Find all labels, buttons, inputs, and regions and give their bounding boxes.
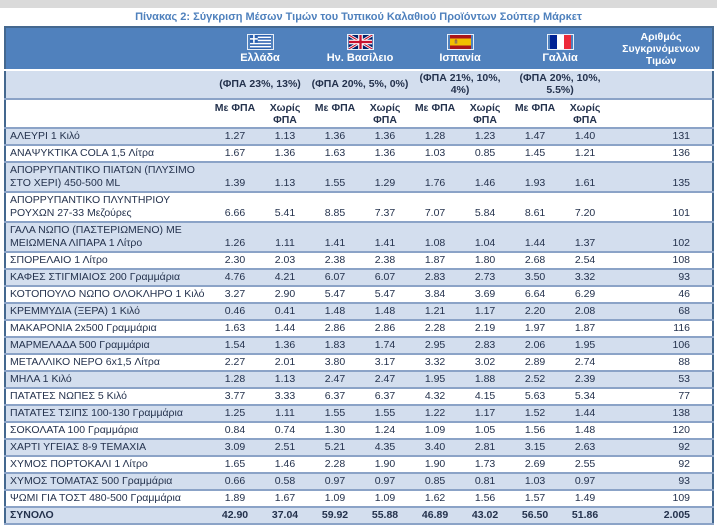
price-cell: 2.95: [410, 337, 460, 354]
price-cell: 1.83: [310, 337, 360, 354]
price-cell: 1.63: [210, 320, 260, 337]
count-header-label: Αριθμός Συγκρινόμενων Τιμών: [622, 31, 700, 67]
count-cell: 68: [610, 303, 713, 320]
price-cell: 1.48: [310, 303, 360, 320]
count-cell: 108: [610, 252, 713, 269]
vat-rates-row: [5, 70, 713, 99]
price-cell: 2.86: [310, 320, 360, 337]
price-cell: 0.74: [260, 422, 310, 439]
price-cell: 1.95: [560, 337, 610, 354]
price-cell: 4.32: [410, 388, 460, 405]
price-cell: 1.48: [360, 303, 410, 320]
table-row: [5, 354, 713, 371]
country-header-row: [5, 27, 713, 70]
country-header-uk: [310, 27, 410, 70]
price-cell: 1.80: [460, 252, 510, 269]
product-cell: ΜΑΚΑΡΟΝΙΑ 2x500 Γραμμάρια: [5, 320, 210, 337]
price-cell: 1.22: [410, 405, 460, 422]
price-cell: 0.85: [460, 145, 510, 162]
price-cell: 2.86: [360, 320, 410, 337]
price-cell: 0.97: [360, 473, 410, 490]
price-cell: 0.97: [560, 473, 610, 490]
price-cell: 1.40: [560, 128, 610, 145]
price-cell: 1.93: [510, 162, 560, 192]
with-vat-header: Με ΦΠΑ: [210, 99, 260, 128]
price-cell: 3.27: [210, 286, 260, 303]
price-cell: 2.19: [460, 320, 510, 337]
price-cell: 1.49: [560, 490, 610, 507]
product-cell: ΧΥΜΟΣ ΠΟΡΤΟΚΑΛΙ 1 Λίτρο: [5, 456, 210, 473]
price-cell: 0.66: [210, 473, 260, 490]
table-row: [5, 490, 713, 507]
table-row: [5, 405, 713, 422]
price-cell: 1.36: [260, 145, 310, 162]
count-cell: 92: [610, 456, 713, 473]
price-cell: 4.21: [260, 269, 310, 286]
table-row: [5, 371, 713, 388]
without-vat-header: Χωρίς ΦΠΑ: [460, 99, 510, 128]
table-row: [5, 145, 713, 162]
price-cell: 1.36: [360, 145, 410, 162]
price-cell: 6.64: [510, 286, 560, 303]
top-gray-strip: [0, 0, 717, 8]
price-cell: 37.04: [260, 507, 310, 524]
count-cell: 93: [610, 473, 713, 490]
price-cell: 1.24: [360, 422, 410, 439]
count-cell: 46: [610, 286, 713, 303]
price-cell: 2.06: [510, 337, 560, 354]
table-row: [5, 303, 713, 320]
vat-label-uk: (ΦΠΑ 20%, 5%, 0%): [310, 70, 410, 99]
price-cell: 1.74: [360, 337, 410, 354]
price-cell: 1.95: [410, 371, 460, 388]
price-cell: 1.45: [510, 145, 560, 162]
product-cell: ΨΩΜΙ ΓΙΑ ΤΟΣΤ 480-500 Γραμμάρια: [5, 490, 210, 507]
table-row: [5, 456, 713, 473]
with-vat-header: Με ΦΠΑ: [510, 99, 560, 128]
greece-flag-icon: [247, 34, 274, 50]
price-cell: 7.07: [410, 192, 460, 222]
price-cell: 1.41: [360, 222, 410, 252]
vat-label-spain: (ΦΠΑ 21%, 10%, 4%): [410, 70, 510, 99]
table-row: [5, 162, 713, 192]
with-without-vat-row: [5, 99, 713, 128]
price-cell: 1.67: [210, 145, 260, 162]
price-cell: 1.90: [360, 456, 410, 473]
product-cell: ΧΥΜΟΣ ΤΟΜΑΤΑΣ 500 Γραμμάρια: [5, 473, 210, 490]
product-cell: ΚΡΕΜΜΥΔΙΑ (ΞΕΡΑ) 1 Κιλό: [5, 303, 210, 320]
table-row: [5, 473, 713, 490]
price-cell: 1.54: [210, 337, 260, 354]
price-cell: 3.69: [460, 286, 510, 303]
product-cell: ΜΑΡΜΕΛΑΔΑ 500 Γραμμάρια: [5, 337, 210, 354]
product-cell: ΑΠΟΡΡΥΠΑΝΤΙΚΟ ΠΙΑΤΩΝ (ΠΛΥΣΙΜΟ ΣΤΟ ΧΕΡΙ) 450-500 ML: [5, 162, 210, 192]
price-cell: 1.44: [510, 222, 560, 252]
product-cell: ΣΟΚΟΛΑΤΑ 100 Γραμμάρια: [5, 422, 210, 439]
price-cell: 2.83: [410, 269, 460, 286]
price-cell: 3.02: [460, 354, 510, 371]
france-flag-icon: [547, 34, 574, 50]
price-cell: 1.21: [560, 145, 610, 162]
count-cell: 2.005: [610, 507, 713, 524]
count-cell: 135: [610, 162, 713, 192]
price-cell: 1.03: [510, 473, 560, 490]
price-cell: 1.65: [210, 456, 260, 473]
price-cell: 2.20: [510, 303, 560, 320]
vat-empty-cell: [610, 70, 713, 99]
price-comparison-table: [4, 26, 714, 525]
price-cell: 1.26: [210, 222, 260, 252]
price-cell: 2.68: [510, 252, 560, 269]
table-body: [5, 128, 713, 524]
price-cell: 8.85: [310, 192, 360, 222]
price-cell: 1.28: [210, 371, 260, 388]
price-cell: 1.29: [360, 162, 410, 192]
price-cell: 1.90: [410, 456, 460, 473]
table-row: [5, 337, 713, 354]
price-cell: 56.50: [510, 507, 560, 524]
price-cell: 2.74: [560, 354, 610, 371]
price-cell: 1.37: [560, 222, 610, 252]
price-cell: 6.07: [310, 269, 360, 286]
price-cell: 1.56: [510, 422, 560, 439]
price-cell: 1.67: [260, 490, 310, 507]
table-row: [5, 320, 713, 337]
price-cell: 2.63: [560, 439, 610, 456]
table-row: [5, 422, 713, 439]
price-cell: 2.51: [260, 439, 310, 456]
price-cell: 2.90: [260, 286, 310, 303]
price-cell: 1.17: [460, 303, 510, 320]
country-name: Γαλλία: [542, 52, 578, 64]
country-header-france: [510, 27, 610, 70]
product-cell: ΜΗΛΑ 1 Κιλό: [5, 371, 210, 388]
price-cell: 1.44: [260, 320, 310, 337]
price-cell: 1.61: [560, 162, 610, 192]
price-cell: 2.38: [360, 252, 410, 269]
product-cell: ΑΛΕΥΡΙ 1 Κιλό: [5, 128, 210, 145]
price-cell: 1.76: [410, 162, 460, 192]
country-name: Ην. Βασίλειο: [326, 52, 394, 64]
price-cell: 46.89: [410, 507, 460, 524]
count-header-cell: [610, 27, 713, 70]
price-cell: 3.15: [510, 439, 560, 456]
price-cell: 2.27: [210, 354, 260, 371]
count-cell: 102: [610, 222, 713, 252]
price-cell: 1.05: [460, 422, 510, 439]
price-cell: 42.90: [210, 507, 260, 524]
country-name: Ισπανία: [439, 52, 481, 64]
table-title: Πίνακας 2: Σύγκριση Μέσων Τιμών του Τυπικού Καλαθιού Προϊόντων Σούπερ Μάρκετ: [135, 11, 582, 23]
table-row: [5, 439, 713, 456]
price-cell: 1.09: [360, 490, 410, 507]
price-cell: 1.27: [210, 128, 260, 145]
price-cell: 1.25: [210, 405, 260, 422]
product-cell: ΜΕΤΑΛΛΙΚΟ ΝΕΡΟ 6x1,5 Λίτρα: [5, 354, 210, 371]
price-cell: 0.46: [210, 303, 260, 320]
price-cell: 1.36: [260, 337, 310, 354]
table-row: [5, 252, 713, 269]
price-cell: 2.47: [310, 371, 360, 388]
price-cell: 2.08: [560, 303, 610, 320]
price-cell: 1.63: [310, 145, 360, 162]
count-cell: 136: [610, 145, 713, 162]
subheader-empty-cell: [610, 99, 713, 128]
price-cell: 1.09: [310, 490, 360, 507]
price-cell: 2.73: [460, 269, 510, 286]
price-cell: 5.84: [460, 192, 510, 222]
price-cell: 1.87: [410, 252, 460, 269]
price-cell: 1.87: [560, 320, 610, 337]
with-vat-header: Με ΦΠΑ: [410, 99, 460, 128]
product-cell: ΚΑΦΕΣ ΣΤΙΓΜΙΑΙΟΣ 200 Γραμμάρια: [5, 269, 210, 286]
price-cell: 2.69: [510, 456, 560, 473]
price-cell: 1.09: [410, 422, 460, 439]
count-cell: 93: [610, 269, 713, 286]
price-cell: 1.39: [210, 162, 260, 192]
without-vat-header: Χωρίς ΦΠΑ: [560, 99, 610, 128]
price-cell: 5.41: [260, 192, 310, 222]
price-cell: 1.17: [460, 405, 510, 422]
price-cell: 2.52: [510, 371, 560, 388]
table-row: [5, 269, 713, 286]
price-cell: 1.56: [460, 490, 510, 507]
count-cell: 53: [610, 371, 713, 388]
product-cell: ΑΠΟΡΡΥΠΑΝΤΙΚΟ ΠΛΥΝΤΗΡΙΟΥ ΡΟΥΧΩΝ 27-33 Μεζούρες: [5, 192, 210, 222]
product-cell: ΣΥΝΟΛΟ: [5, 507, 210, 524]
price-cell: 3.32: [560, 269, 610, 286]
price-cell: 0.97: [310, 473, 360, 490]
price-cell: 1.23: [460, 128, 510, 145]
subheader-empty-cell: [5, 99, 210, 128]
price-cell: 0.81: [460, 473, 510, 490]
price-cell: 3.32: [410, 354, 460, 371]
price-cell: 1.28: [410, 128, 460, 145]
price-cell: 2.28: [410, 320, 460, 337]
price-cell: 1.89: [210, 490, 260, 507]
product-cell: ΠΑΤΑΤΕΣ ΝΩΠΕΣ 5 Κιλό: [5, 388, 210, 405]
price-cell: 51.86: [560, 507, 610, 524]
price-cell: 1.36: [310, 128, 360, 145]
price-cell: 1.97: [510, 320, 560, 337]
price-cell: 1.13: [260, 128, 310, 145]
price-cell: 55.88: [360, 507, 410, 524]
count-cell: 109: [610, 490, 713, 507]
price-cell: 6.37: [360, 388, 410, 405]
price-cell: 0.41: [260, 303, 310, 320]
product-cell: ΚΟΤΟΠΟΥΛΟ ΝΩΠΟ ΟΛΟΚΛΗΡΟ 1 Κιλό: [5, 286, 210, 303]
price-cell: 1.88: [460, 371, 510, 388]
count-cell: 116: [610, 320, 713, 337]
price-cell: 2.03: [260, 252, 310, 269]
price-cell: 4.76: [210, 269, 260, 286]
price-cell: 4.15: [460, 388, 510, 405]
vat-label-france: (ΦΠΑ 20%, 10%, 5.5%): [510, 70, 610, 99]
country-header-spain: [410, 27, 510, 70]
product-cell: ΑΝΑΨΥΚΤΙΚΑ COLA 1,5 Λίτρα: [5, 145, 210, 162]
price-cell: 5.47: [310, 286, 360, 303]
price-cell: 2.30: [210, 252, 260, 269]
country-name: Ελλάδα: [240, 52, 280, 64]
price-cell: 3.80: [310, 354, 360, 371]
price-cell: 7.37: [360, 192, 410, 222]
price-cell: 1.36: [360, 128, 410, 145]
product-cell: ΓΑΛΑ ΝΩΠΟ (ΠΑΣΤΕΡΙΩΜΕΝΟ) ΜΕ ΜΕΙΩΜΕΝΑ ΛΙΠΑΡΑ 1 Λίτρο: [5, 222, 210, 252]
price-cell: 6.66: [210, 192, 260, 222]
price-cell: 1.11: [260, 222, 310, 252]
price-cell: 2.54: [560, 252, 610, 269]
price-cell: 1.55: [310, 405, 360, 422]
price-cell: 1.73: [460, 456, 510, 473]
price-cell: 6.37: [310, 388, 360, 405]
price-cell: 5.21: [310, 439, 360, 456]
country-header-greece: [210, 27, 310, 70]
price-cell: 3.50: [510, 269, 560, 286]
price-cell: 6.07: [360, 269, 410, 286]
price-cell: 1.46: [460, 162, 510, 192]
price-cell: 2.81: [460, 439, 510, 456]
count-cell: 77: [610, 388, 713, 405]
price-cell: 2.01: [260, 354, 310, 371]
product-cell: ΠΑΤΑΤΕΣ ΤΣΙΠΣ 100-130 Γραμμάρια: [5, 405, 210, 422]
price-cell: 5.34: [560, 388, 610, 405]
vat-label-greece: (ΦΠΑ 23%, 13%): [210, 70, 310, 99]
price-cell: 2.39: [560, 371, 610, 388]
price-cell: 1.03: [410, 145, 460, 162]
table-row: [5, 128, 713, 145]
count-cell: 92: [610, 439, 713, 456]
price-cell: 2.55: [560, 456, 610, 473]
table-row: [5, 192, 713, 222]
price-cell: 2.89: [510, 354, 560, 371]
product-cell: ΧΑΡΤΙ ΥΓΕΙΑΣ 8-9 ΤΕΜΑΧΙΑ: [5, 439, 210, 456]
product-cell: ΣΠΟΡΕΛΑΙΟ 1 Λίτρο: [5, 252, 210, 269]
table-row: [5, 222, 713, 252]
price-cell: 1.55: [310, 162, 360, 192]
price-cell: 1.52: [510, 405, 560, 422]
price-cell: 2.28: [310, 456, 360, 473]
price-cell: 1.55: [360, 405, 410, 422]
price-cell: 1.11: [260, 405, 310, 422]
without-vat-header: Χωρίς ΦΠΑ: [260, 99, 310, 128]
price-cell: 43.02: [460, 507, 510, 524]
price-cell: 2.47: [360, 371, 410, 388]
price-cell: 2.38: [310, 252, 360, 269]
price-cell: 1.62: [410, 490, 460, 507]
price-cell: 1.46: [260, 456, 310, 473]
count-cell: 138: [610, 405, 713, 422]
price-cell: 8.61: [510, 192, 560, 222]
price-cell: 1.21: [410, 303, 460, 320]
price-cell: 1.48: [560, 422, 610, 439]
vat-empty-cell: [5, 70, 210, 99]
product-header-cell: [5, 27, 210, 70]
table-row: [5, 286, 713, 303]
price-cell: 5.63: [510, 388, 560, 405]
price-cell: 1.08: [410, 222, 460, 252]
price-cell: 1.04: [460, 222, 510, 252]
price-cell: 1.13: [260, 162, 310, 192]
price-cell: 1.44: [560, 405, 610, 422]
price-cell: 0.58: [260, 473, 310, 490]
with-vat-header: Με ΦΠΑ: [310, 99, 360, 128]
price-cell: 1.47: [510, 128, 560, 145]
price-cell: 3.09: [210, 439, 260, 456]
price-cell: 0.84: [210, 422, 260, 439]
price-cell: 6.29: [560, 286, 610, 303]
price-cell: 1.30: [310, 422, 360, 439]
table-row: [5, 507, 713, 524]
count-cell: 101: [610, 192, 713, 222]
count-cell: 106: [610, 337, 713, 354]
spain-flag-icon: [447, 34, 474, 50]
price-cell: 3.17: [360, 354, 410, 371]
price-cell: 59.92: [310, 507, 360, 524]
price-cell: 4.35: [360, 439, 410, 456]
price-cell: 5.47: [360, 286, 410, 303]
price-cell: 7.20: [560, 192, 610, 222]
uk-flag-icon: [347, 34, 374, 50]
price-cell: 3.77: [210, 388, 260, 405]
count-cell: 120: [610, 422, 713, 439]
count-cell: 88: [610, 354, 713, 371]
price-cell: 3.33: [260, 388, 310, 405]
price-cell: 0.85: [410, 473, 460, 490]
count-cell: 131: [610, 128, 713, 145]
price-cell: 1.41: [310, 222, 360, 252]
price-cell: 3.84: [410, 286, 460, 303]
table-row: [5, 388, 713, 405]
price-cell: 1.57: [510, 490, 560, 507]
without-vat-header: Χωρίς ΦΠΑ: [360, 99, 410, 128]
price-cell: 1.13: [260, 371, 310, 388]
price-cell: 2.83: [460, 337, 510, 354]
price-cell: 3.40: [410, 439, 460, 456]
